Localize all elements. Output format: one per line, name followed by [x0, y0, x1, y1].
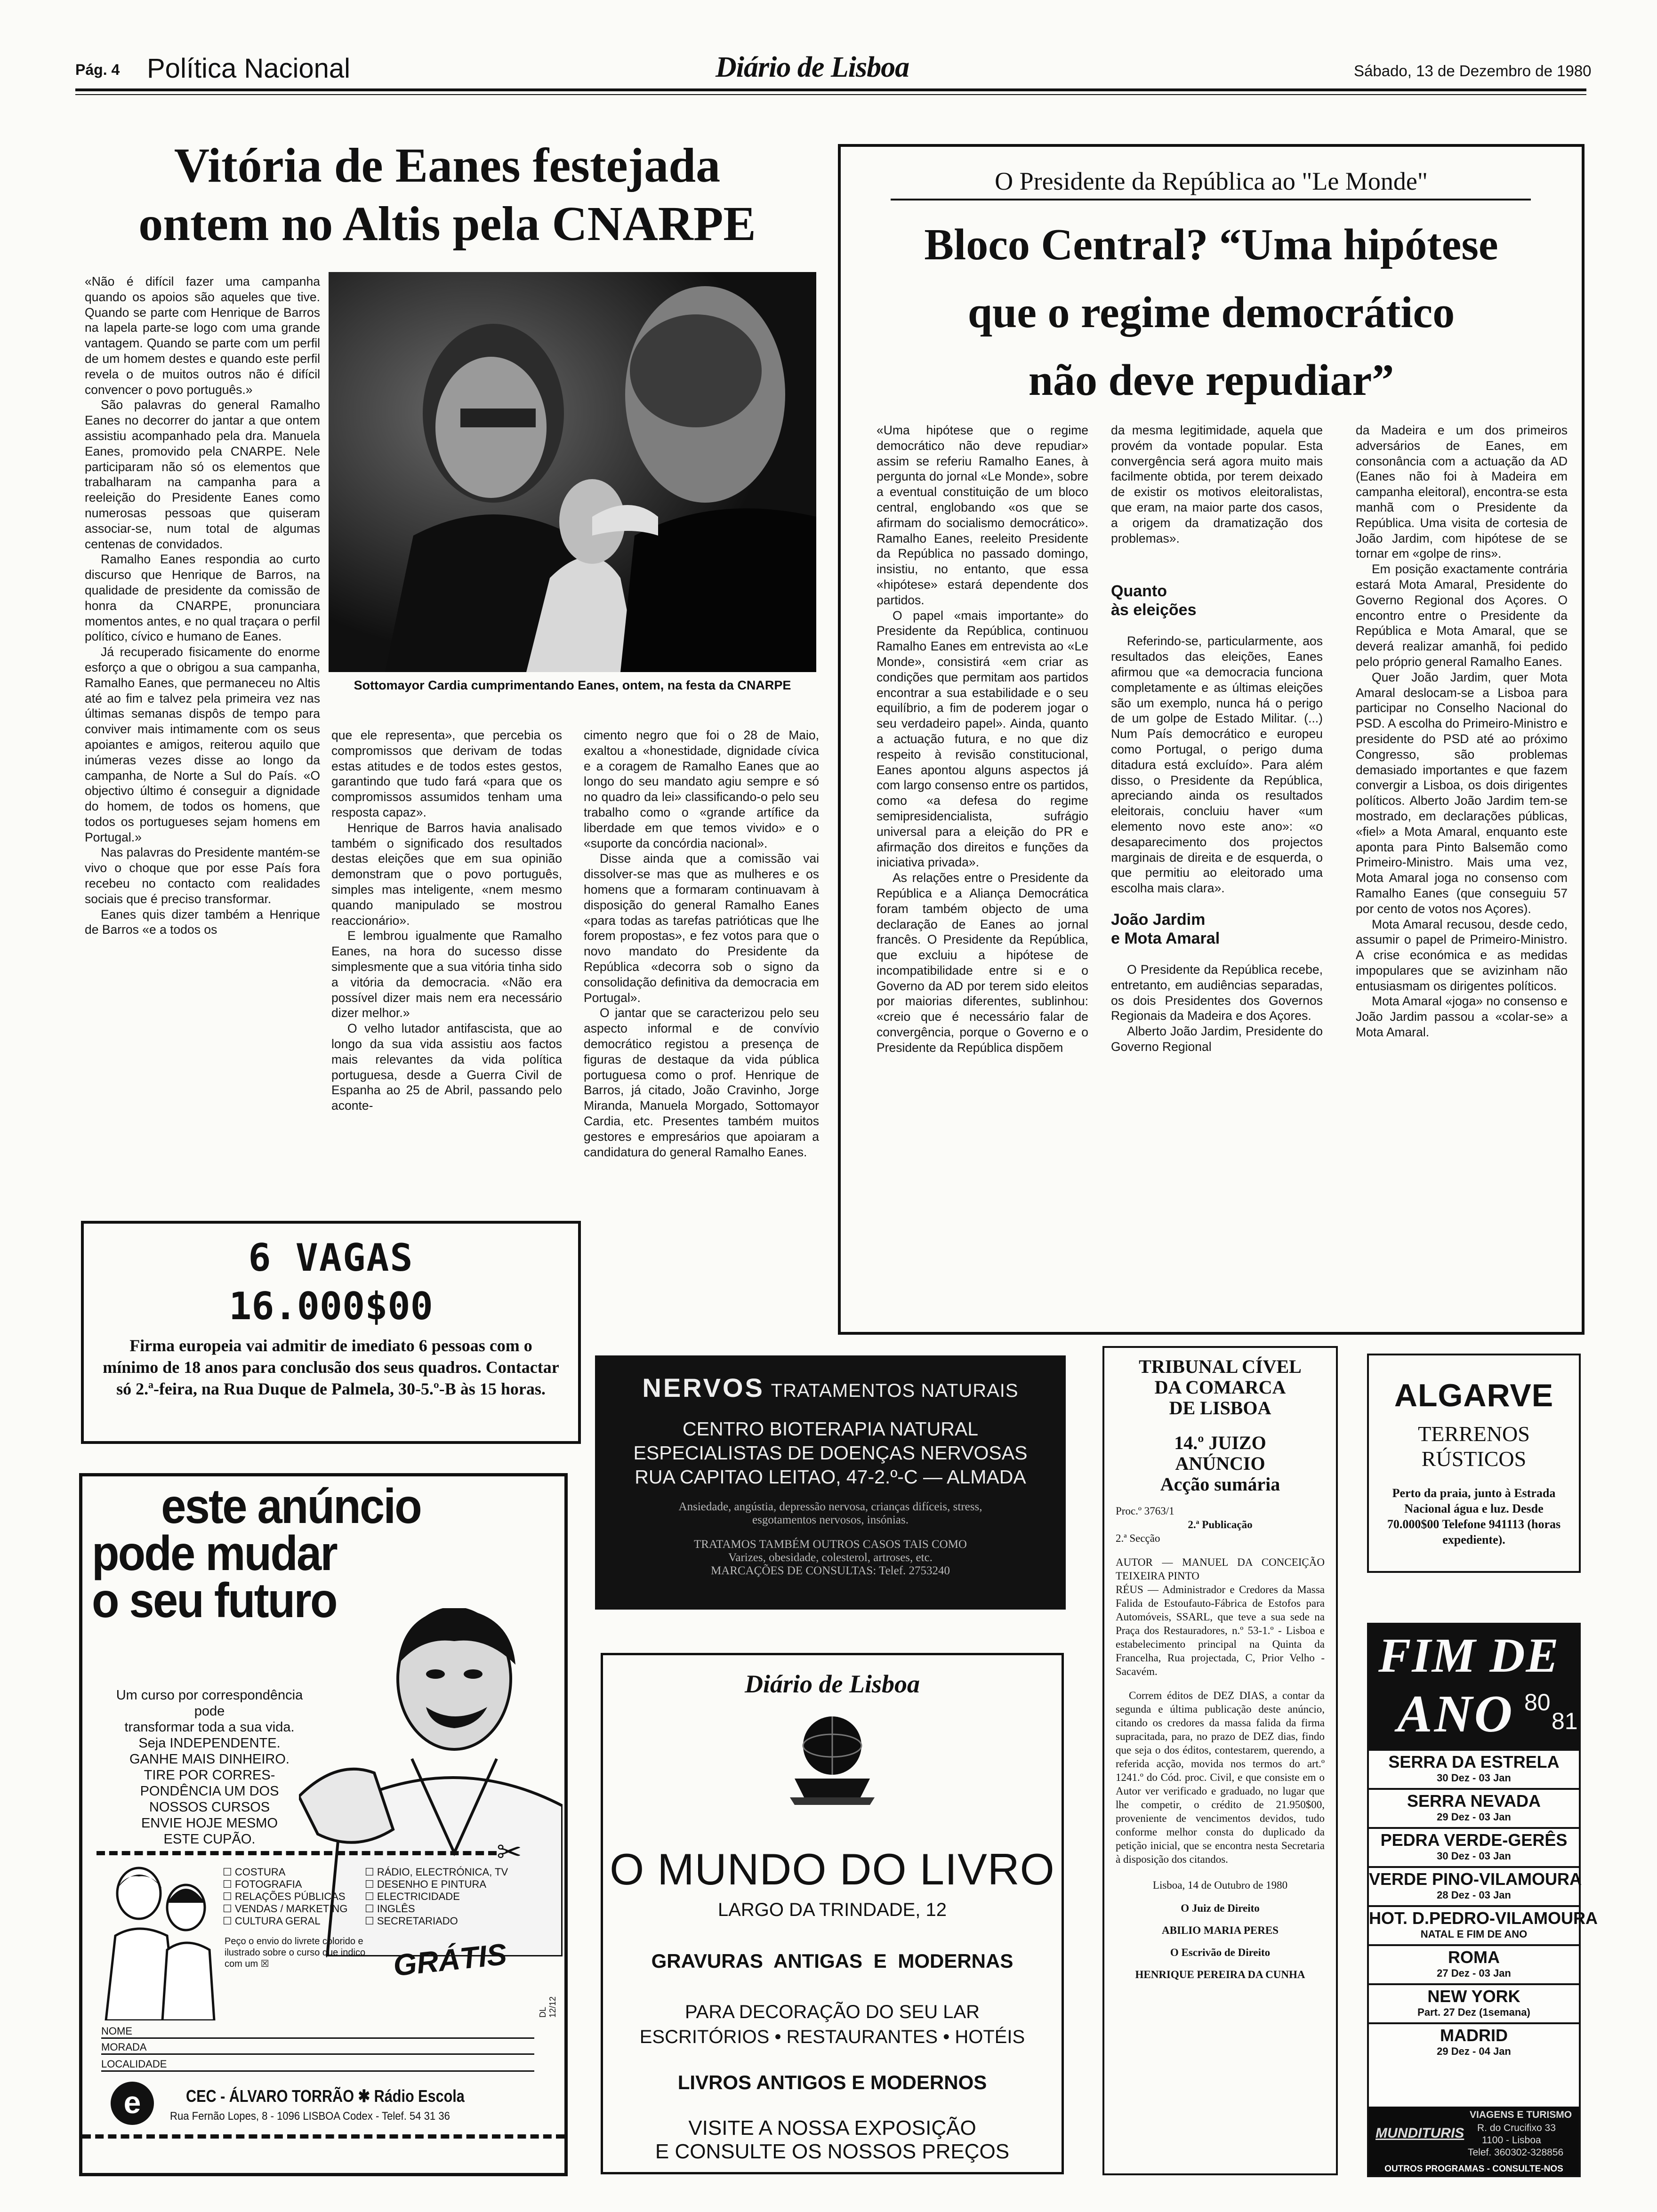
tribunal-line: TRIBUNAL CÍVEL [1139, 1356, 1302, 1377]
tribunal-title [1116, 1356, 1325, 1495]
paragraph: O papel «mais importante» do Presidente da República, continuou Ramalho Eanes em entrevista ao «Le Monde», consistirá «em criar as condições que permitam aos partidos encontrar a sua estabilidade e o seu equilíbrio, a fim de poderem jogar o seu verdadeiro papel». Ainda, quanto a actuação futura, e no que diz respeito à revisão constitucional, Eanes apontou alguns aspectos já com largo consenso entre os partidos, como «a defesa do regime semipresidencialista, sufrágio universal para a eleição do PR e afirmação dos direitos e funções da iniciativa privada». [877, 608, 1088, 870]
headline-line: Bloco Central? “Uma hipótese [924, 220, 1498, 269]
livro-line: LIVROS ANTIGOS E MODERNOS [677, 2071, 987, 2093]
paragraph: «Uma hipótese que o regime democrático não deve repudiar» assim se referiu Ramalho Eanes, à pergunta do jornal «Le Monde», sobre a eventual constituição de um bloco central, englobando «os que se afirmam do socialismo democrático». Ramalho Eanes, reeleito Presidente da República no passado domingo, insistiu, no entanto, que essa «hipótese» estará dependente dos partidos. [877, 423, 1088, 607]
paragraph: O Presidente da República recebe, entretanto, em audiências separadas, os dois Presidentes dos Governos Regionais da Madeira e dos Açores. [1111, 962, 1323, 1023]
livro-address: LARGO DA TRINDADE, 12 [717, 1899, 947, 1920]
kicker-rule [891, 199, 1531, 200]
destination-name: PEDRA VERDE-GERÊS [1380, 1830, 1568, 1850]
fim-destinations [1369, 1749, 1598, 2061]
livro-name: O MUNDO DO LIVRO [610, 1844, 1055, 1894]
course-checkbox[interactable]: ☐ VENDAS / MARKETING [223, 1903, 348, 1915]
algarve-body: Perto da praia, junto à Estrada Nacional água e luz. Desde 70.000$00 Telefone 941113 (horas expediente). [1387, 1486, 1561, 1547]
article2-col2 [1111, 423, 1323, 1055]
nervos-line: ESPECIALISTAS DE DOENÇAS NERVOSAS [633, 1442, 1028, 1464]
paragraph: Mota Amaral recusou, desde cedo, assumir o papel de Primeiro-Ministro. A crise económica e as medidas impopulares que se avizinham não entusiasmam os dirigentes políticos. [1356, 917, 1568, 993]
nervos-also: Varizes, obesidade, colesterol, artroses, etc. [728, 1551, 933, 1564]
nervos-also: TRATAMOS TAMBÉM OUTROS CASOS TAIS COMO [694, 1538, 967, 1551]
paragraph: E lembrou igualmente que Ramalho Eanes, na hora do sucesso disse simplesmente que a sua vitória tinha sido a vitória da democracia. «Não era possível dizer mais nem era necessário dizer melhor.» [331, 929, 562, 1020]
cec-copy-line: GANHE MAIS DINHEIRO. [129, 1752, 290, 1767]
destination-name: SERRA DA ESTRELA [1388, 1752, 1560, 1771]
cut-line [97, 1851, 497, 1855]
headline-line: que o regime democrático [967, 288, 1455, 337]
globe-icon [776, 1708, 889, 1807]
destination-dates: 29 Dez - 04 Jan [1437, 2045, 1511, 2057]
destination-dates: 27 Dez - 03 Jan [1437, 1967, 1511, 1979]
tribunal-line: DA COMARCA [1154, 1377, 1286, 1398]
course-checkbox[interactable]: ☐ CULTURA GERAL [223, 1915, 321, 1927]
cec-copy-line: NOSSOS CURSOS [149, 1800, 270, 1815]
paragraph: Ramalho Eanes respondia ao curto discurso que Henrique de Barros, na qualidade de presidente da comissão de honra da CNARPE, pronunciara momentos antes, e no qual traçara o perfil político, cívico e humano de Eanes. [85, 552, 320, 644]
article2-headline [841, 211, 1582, 414]
paragraph: As relações entre o Presidente da República e a Aliança Democrática foram também objecto de uma declaração de Eanes ao jornal francês. O Presidente da República, que excluiu a hipótese de incompatibilidade entre si e o Governo da AD por terem sido eleitos por maiorias diferentes, sublinhou: «creio que é necessário falar de convergência, porque o Governo e o Presidente da República dispõem [877, 871, 1088, 1055]
form-name-row [101, 2025, 534, 2039]
cec-headline-line: este anúncio [161, 1479, 421, 1534]
destination-item [1369, 1866, 1582, 1905]
nervos-brand-line [595, 1372, 1066, 1403]
paragraph: O jantar que se caracterizou pelo seu aspecto informal e de convívio democrático registou a presença de figuras de destaque da vida pública portuguesa como o prof. Henrique de Barros, já citado, João Cravinho, Jorge Miranda, Manuela Morgado, Sottomayor Cardia, etc. Presentes também muitos gestores e empresários que apoiaram a candidatura do general Ramalho Eanes. [584, 1006, 819, 1159]
livro-line: ESCRITÓRIOS • RESTAURANTES • HOTÉIS [639, 2027, 1025, 2047]
paragraph: Alberto João Jardim, Presidente do Governo Regional [1111, 1024, 1323, 1054]
algarve-sub: TERRENOS [1418, 1422, 1530, 1446]
course-checkbox[interactable]: ☐ RELAÇÕES PÚBLICAS [223, 1891, 346, 1902]
ad-nervos [595, 1355, 1066, 1610]
ad-algarve [1367, 1354, 1581, 1573]
course-checkbox[interactable]: ☐ ELECTRICIDADE [365, 1891, 460, 1902]
form-address-label: MORADA [101, 2041, 147, 2053]
agency-line: 1100 - Lisboa [1482, 2135, 1541, 2146]
header-rule-thin [75, 94, 1586, 95]
ad-cec [79, 1473, 568, 2176]
article1-col1 [85, 274, 320, 938]
tribunal-line: ANÚNCIO [1175, 1453, 1265, 1474]
nervos-list: esgotamentos nervosos, insónias. [752, 1514, 909, 1526]
cec-coupon-code: DL 12/12 [538, 1996, 557, 2018]
tribunal-line: 14.º JUIZO [1174, 1432, 1266, 1453]
tribunal-line: DE LISBOA [1169, 1397, 1271, 1419]
course-checkbox[interactable]: ☐ DESENHO E PINTURA [365, 1878, 487, 1890]
livro-line: PARA DECORAÇÃO DO SEU LAR [684, 2002, 980, 2022]
destination-dates: 28 Dez - 03 Jan [1437, 1889, 1511, 1901]
cec-copy-line: ENVIE HOJE MESMO [141, 1816, 278, 1831]
cec-copy-line: PONDÊNCIA UM DOS [140, 1784, 279, 1799]
cec-company: CEC - ÁLVARO TORRÃO ✱ Rádio Escola [186, 2086, 465, 2106]
destination-name: ROMA [1448, 1948, 1500, 1967]
photo-image [329, 272, 816, 672]
fim-header [1369, 1625, 1579, 1749]
paragraph: que ele representa», que percebia os compromissos que derivam de todas estas atitudes e de todos estes gestos, garantindo que tudo fará «para que os compromissos assumidos tenham uma resposta capaz». [331, 728, 562, 819]
course-checkbox[interactable]: ☐ SECRETARIADO [365, 1915, 458, 1927]
fim-agency [1369, 2107, 1579, 2163]
livro-logo: Diário de Lisboa [745, 1670, 920, 1698]
algarve-title: ALGARVE [1394, 1378, 1554, 1413]
article1-col2 [331, 728, 562, 1114]
cec-headline-line: pode mudar [92, 1526, 337, 1581]
headline-line: não deve repudiar” [1028, 356, 1394, 405]
vagas-title: 6 VAGAS [248, 1236, 414, 1280]
vagas-body: Firma europeia vai admitir de imediato 6 pessoas com o mínimo de 18 anos para conclusão dos seus quadros. Contactar só 2.ª-feira, na Rua Duque de Palmela, 30-5.º-B às 15 horas. [103, 1336, 559, 1398]
form-address-row [101, 2041, 534, 2055]
paragraph: Em posição exactamente contrária estará Mota Amaral, Presidente do Governo Regional dos Açores. O encontro entre o Presidente da República e Mota Amaral, que se deverá realizar amanhã, foi pedido pelo próprio general Ramalho Eanes. [1356, 562, 1568, 669]
destination-dates: 30 Dez - 03 Jan [1437, 1850, 1511, 1862]
headline-line: Vitória de Eanes festejada [174, 138, 721, 192]
tribunal-pub: 2.ª Publicação [1188, 1519, 1253, 1531]
paragraph: Disse ainda que a comissão vai dissolver-se mas que as mulheres e os homens que a formaram continuavam à disposição do general Ramalho Eanes «para todas as tarefas patrióticas que lhe forem propostas», e fez votos para que o novo mandato do Presidente da República «decorra sob o signo da consolidação definitiva da democracia em Portugal». [584, 851, 819, 1005]
cec-logo-icon: e [111, 2082, 154, 2125]
cec-copy-line: transformar toda a sua vida. [124, 1720, 295, 1735]
cut-line [82, 2134, 564, 2139]
paragraph: «Não é difícil fazer uma campanha quando os apoios são aqueles que tive. Quando se parte com Henrique de Barros na lapela parte-se logo com uma grande vantagem. Quando se parte com um perfil de um homem destes e quando este perfil revela o de muitos outros não é difícil convencer o povo português.» [85, 274, 320, 397]
subheading [1111, 910, 1323, 948]
tribunal-proc: Proc.º 3763/1 [1116, 1505, 1174, 1517]
paragraph: São palavras do general Ramalho Eanes no decorrer do jantar a que ontem assistiu acompanhado pela dra. Manuela Eanes, promovido pela CNARPE. Nele participaram não só os elementos que trabalharam na campanha para a reeleição do Presidente Eanes como numerosas pessoas que quiseram associar-se, num total de algumas centenas de convidados. [85, 398, 320, 551]
paragraph: Mota Amaral «joga» no consenso e João Jardim passou a «colar-se» a Mota Amaral. [1356, 994, 1568, 1040]
destination-item [1369, 1749, 1579, 1788]
article2-kicker: O Presidente da República ao "Le Monde" [995, 167, 1428, 195]
agency-line: Telef. 360302-328856 [1468, 2147, 1564, 2158]
cec-free: GRÁTIS [391, 1937, 508, 1983]
fim-year: 80 [1524, 1689, 1551, 1715]
agency-line: VIAGENS E TURISMO [1470, 2109, 1572, 2120]
tribunal-sign-title: O Juiz de Direito [1181, 1902, 1260, 1914]
section-title: Política Nacional [147, 53, 350, 84]
article1-photo [329, 272, 816, 672]
photo-caption: Sottomayor Cardia cumprimentando Eanes, ontem, na festa da CNARPE [354, 678, 791, 692]
livro-line: GRAVURAS ANTIGAS E MODERNAS [651, 1950, 1014, 1972]
form-locality-label: LOCALIDADE [101, 2058, 167, 2070]
headline-line: ontem no Altis pela CNARPE [138, 197, 756, 251]
fim-title: FIM DE [1378, 1628, 1560, 1683]
destination-dates: Part. 27 Dez (1semana) [1417, 2006, 1530, 2018]
cec-copy-line: ESTE CUPÃO. [163, 1832, 256, 1847]
cec-request: Peço o envio do livrete colorido e ilustrado sobre o curso que indico com um ☒ [225, 1936, 366, 1969]
destination-item [1369, 1788, 1579, 1827]
form-locality-row [101, 2058, 534, 2072]
subheading-line: Quanto [1111, 582, 1167, 601]
paragraph: cimento negro que foi o 28 de Maio, exaltou a «honestidade, dignidade cívica e a coragem de Ramalho Eanes que ao longo do seu mandato agiu sempre e só no quadro da lei» classificando-o pelo seu trabalho como o «grande artífice da liberdade em que temos vivido» e o «suporte da concórdia nacional». [584, 728, 819, 850]
tribunal-text: RÉUS — Administrador e Credores da Massa Falida de Estoufauto-Fábrica de Estofos para Automóveis, SSARL, que teve a sua sede na Praça dos Restauradores, n.º 53-1.º - Lisboa e estabelecimento principal na Quinta da Francelha, Rua projectada, C, Prior Velho - Sacavém. [1116, 1584, 1325, 1677]
paragraph: Quer João Jardim, quer Mota Amaral deslocam-se a Lisboa para participar no Conselho Nacional do PSD. A escolha do Primeiro-Ministro e presidente do PSD até ao próximo Congresso, são problemas demasiado importantes e que fazem convergir a Lisboa, os dois dirigentes políticos. Alberto João Jardim tem-se mostrado, em declarações públicas, «fiel» a Mota Amaral, enquanto este aponta para Pinto Balsemão como Primeiro-Ministro. Mais uma vez, Mota Amaral joga no consenso com Ramalho Eanes (que conseguiu 57 por cento de votos nos Açores). [1356, 670, 1568, 916]
nervos-line: CENTRO BIOTERAPIA NATURAL [682, 1418, 978, 1440]
livro-line: E CONSULTE OS NOSSOS PREÇOS [655, 2140, 1010, 2163]
destination-name: NEW YORK [1427, 1987, 1520, 2006]
destination-name: HOT. D.PEDRO-VILAMOURA [1369, 1908, 1598, 1928]
cec-copy-line: Um curso por correspondência pode [116, 1688, 303, 1719]
algarve-sub: RÚSTICOS [1421, 1447, 1527, 1471]
destination-name: MADRID [1440, 2026, 1508, 2045]
fim-footer: OUTROS PROGRAMAS - CONSULTE-NOS [1369, 2163, 1579, 2175]
nervos-list: Ansiedade, angústia, depressão nervosa, crianças difíceis, stress, [678, 1500, 982, 1513]
students-illustration [97, 1865, 224, 2020]
destination-item [1369, 1944, 1579, 1983]
destination-dates: 30 Dez - 03 Jan [1437, 1772, 1511, 1784]
cec-copy-line: TIRE POR CORRES- [144, 1768, 275, 1783]
nervos-brand-tail: TRATAMENTOS NATURAIS [771, 1380, 1019, 1401]
course-checkbox[interactable]: ☐ FOTOGRAFIA [223, 1878, 302, 1890]
nervos-phone: MARCAÇÕES DE CONSULTAS: Telef. 2753240 [710, 1564, 950, 1577]
livro-line: VISITE A NOSSA EXPOSIÇÃO [688, 2116, 976, 2140]
paragraph: Eanes quis dizer também a Henrique de Barros «e a todos os [85, 907, 320, 937]
paragraph: O velho lutador antifascista, que ao longo da sua vida assistiu aos factos mais relevantes da vida política portuguesa, desde a Guerra Civil de Espanha ao 25 de Abril, passando pelo aconte- [331, 1021, 562, 1113]
destination-dates: 29 Dez - 03 Jan [1437, 1811, 1511, 1823]
nervos-line: RUA CAPITAO LEITAO, 47-2.º-C — ALMADA [635, 1466, 1026, 1488]
destination-item [1369, 2022, 1579, 2061]
cec-address: Rua Fernão Lopes, 8 - 1096 LISBOA Codex - Telef. 54 31 36 [170, 2110, 450, 2123]
subheading-line: e Mota Amaral [1111, 929, 1220, 947]
vagas-amount: 16.000$00 [229, 1284, 433, 1328]
paragraph: Já recuperado fisicamente do enorme esforço a que o obrigou a sua campanha, Ramalho Eanes, que permaneceu no Altis até ao fim e talvez pela primeira vez nas últimas semanas dispôs de tempo para conviver mais intimamente com os seus apoiantes e amigos, reiterou aquilo que inúmeras vezes disse ao longo da campanha, de Norte a Sul do País. «O objectivo último é conseguir a dignidade do homem, de todos os homens, que todos os portugueses sejam homens em Portugal.» [85, 645, 320, 844]
cec-copy-line: Seja INDEPENDENTE. [138, 1736, 281, 1751]
subheading [1111, 582, 1323, 619]
agency-logo: MUNDITURIS [1375, 2125, 1464, 2141]
destination-item [1369, 1827, 1579, 1866]
subheading-line: João Jardim [1111, 910, 1206, 929]
tribunal-date: Lisboa, 14 de Outubro de 1980 [1152, 1879, 1288, 1891]
scissors-icon: ✂ [497, 1835, 522, 1869]
tribunal-sign: ABILIO MARIA PERES [1162, 1924, 1279, 1936]
tribunal-line: Acção sumária [1160, 1474, 1280, 1495]
header-rule [75, 88, 1586, 91]
agency-line: R. do Crucifixo 33 [1477, 2123, 1556, 2133]
ad-tribunal [1102, 1346, 1338, 2175]
paragraph: da mesma legitimidade, aquela que provém da vontade popular. Esta convergência será agora muito mais facilmente obtida, por terem deixado de existir os motivos eleitoralistas, que eram, na maior parte dos casos, a origem da dramatização dos problemas». [1111, 423, 1323, 545]
article2-col1 [877, 423, 1088, 1056]
tribunal-text: AUTOR — MANUEL DA CONCEIÇÃO TEIXEIRA PINTO [1116, 1556, 1325, 1582]
ad-livro [601, 1653, 1064, 2174]
paragraph: Referindo-se, particularmente, aos resultados das eleições, Eanes afirmou que «a democracia funciona completamente e as últimas eleições são um exemplo, nunca há o perigo de um golpe de Estado Militar. (...) Num País democrático e europeu como Portugal, o perigo duma ditadura está excluído». Para além disso, o Presidente da República, apreciando ainda os resultados eleitorais, concluiu haver «um elemento novo este ano»: «o desaparecimento dos projectos marginais de direita e de esquerda, o que permitiu ao eleitorado uma escolha mais clara». [1111, 634, 1323, 896]
fim-title: ANO [1397, 1685, 1514, 1743]
subheading-line: às eleições [1111, 601, 1197, 619]
destination-name: VERDE PINO-VILAMOURA [1369, 1869, 1582, 1889]
course-checkbox[interactable]: ☐ COSTURA [223, 1866, 286, 1878]
tribunal-sign-title: O Escrivão de Direito [1170, 1947, 1271, 1958]
ad-vagas [81, 1221, 581, 1444]
article2-col3 [1356, 423, 1568, 1040]
fim-year: 81 [1552, 1708, 1578, 1734]
article1-headline [75, 136, 819, 253]
paragraph: da Madeira e um dos primeiros adversários de Eanes, em consonância com a actuação da AD (Eanes não foi à Madeira em campanha eleitoral), encontra-se esta manhã com o Presidente da República. Uma visita de cortesia de João Jardim, com hipótese de se tornar em «golpe de rins». [1356, 423, 1568, 561]
paragraph: Henrique de Barros havia analisado também o significado dos resultados destas eleições que em sua opinião demonstram que o povo português, simples mas inteligente, «nem mesmo quando manipulado se mostrou reaccionário». [331, 820, 562, 928]
destination-dates: NATAL E FIM DE ANO [1420, 1928, 1528, 1940]
course-list [365, 1866, 508, 1927]
form-name-label: NOME [101, 2025, 132, 2037]
course-checkbox[interactable]: ☐ INGLÊS [365, 1903, 415, 1915]
destination-item [1369, 1905, 1598, 1944]
article1-col3 [584, 728, 819, 1160]
paragraph: Nas palavras do Presidente mantém-se vivo o choque que por esse País fora recebeu no contacto com realidades sociais que é preciso transformar. [85, 845, 320, 906]
issue-date: Sábado, 13 de Dezembro de 1980 [1354, 62, 1592, 80]
cec-headline-line: o seu futuro [92, 1573, 337, 1628]
cec-headline [92, 1479, 421, 1628]
course-list [223, 1866, 347, 1927]
masthead: Diário de Lisboa [716, 51, 909, 83]
page-number: Pág. 4 [75, 61, 120, 78]
ad-fim-de-ano [1367, 1623, 1598, 2177]
destination-name: SERRA NEVADA [1407, 1791, 1541, 1811]
course-checkbox[interactable]: ☐ RÁDIO, ELECTRÓNICA, TV [365, 1866, 508, 1878]
nervos-brand: NERVOS [642, 1373, 764, 1403]
tribunal-sign: HENRIQUE PEREIRA DA CUNHA [1135, 1969, 1305, 1980]
tribunal-sec: 2.ª Secção [1116, 1532, 1160, 1544]
tribunal-text: Correm éditos de DEZ DIAS, a contar da segunda e última publicação deste anúncio, citando os credores da massa falida da firma supracitada, para, no prazo de DEZ dias, findo que seja o dos éditos, contestarem, querendo, a referida acção, movida nos termos do art.º 1241.º do Cód. proc. Civil, e que consiste em o Autor ver verificado e graduado, no lugar que lhe competir, o crédito de 21.950$00, proveniente de vencimentos devidos, tudo conforme melhor consta do duplicado da petição inicial, que se encontra nesta Secretaria à disposição dos citandos. [1116, 1690, 1325, 1865]
cec-copy [101, 1687, 318, 1847]
destination-item [1369, 1983, 1579, 2022]
